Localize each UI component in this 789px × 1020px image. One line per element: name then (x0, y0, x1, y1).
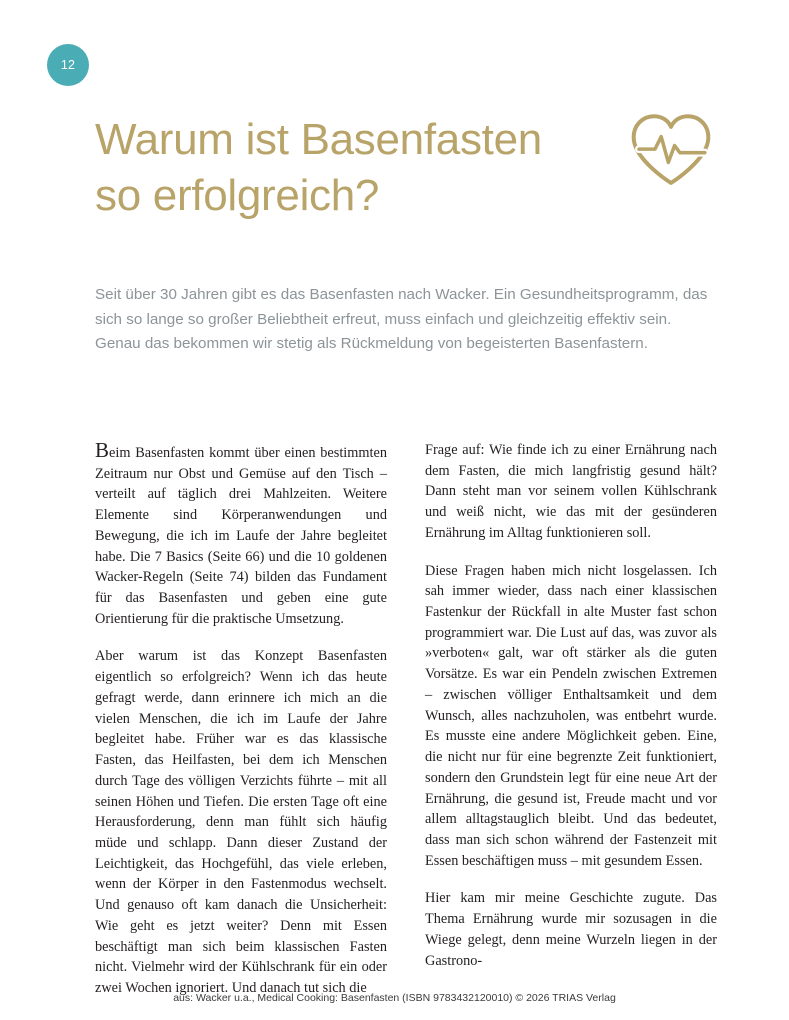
paragraph: Diese Fragen haben mich nicht losgelassen. Ich sah immer wieder, dass nach einer klassischen Fastenkur der Rückfall in alte Muster fast schon programmiert war. Die Lust auf das, was zuvor als »verboten« galt, war oft stärker als die guten Vorsätze. Es war ein Pendeln zwischen Extremen – zwischen völliger Enthaltsamkeit und dem Wunsch, alles nachzuholen, was entbehrt wurde. Es musste eine andere Möglichkeit geben. Eine, die nicht nur für eine begrenzte Zeit funktioniert, sondern den Grundstein legt für eine neue Art der Ernährung, die gesund ist, Freude macht und vor allem alltagstauglich bleibt. Und das bedeutet, dass man sich schon während der Fastenzeit mit Essen beschäftigen muss – mit gesundem Essen. (425, 562, 717, 869)
body-columns (95, 440, 717, 999)
page-title (95, 112, 615, 224)
heart-pulse-icon (626, 110, 716, 190)
page-title-line-2: so erfolgreich? (95, 170, 380, 220)
paragraph: Frage auf: Wie finde ich zu einer Ernährung nach dem Fasten, die mich langfristig gesund hält? Dann steht man vor seinem vollen Kühlschrank und weiß nicht, wie das mit der gesünderen Ernährung im Alltag funktionieren soll. (425, 442, 717, 541)
lead-paragraph: Seit über 30 Jahren gibt es das Basenfasten nach Wacker. Ein Gesundheitsprogramm, das sich so lange so großer Beliebtheit erfreut, muss einfach und gleichzeitig effektiv sein. Genau das bekommen wir stetig als Rückmeldung von begeisterten Basenfastern. (95, 286, 708, 353)
page-title-line-1: Warum ist Basenfasten (95, 115, 542, 164)
paragraph-text: eim Basenfasten kommt über einen bestimmten Zeitraum nur Obst und Gemüse auf den Tisch – verteilt auf täglich drei Mahlzeiten. Weitere Elemente sind Körperanwendungen und Bewegung, die ich im Laufe der Jahre begleitet habe. Die 7 Basics (Seite 66) und die 10 goldenen Wacker-Regeln (Seite 74) bilden das Fundament für das Basenfasten und geben eine gute Orientierung für die praktische Umsetzung. (95, 445, 387, 627)
page-number-badge: 12 (47, 44, 89, 86)
paragraph: Aber warum ist das Konzept Basenfasten eigentlich so erfolgreich? Wenn ich das heute gefragt werde, dann erinnere ich mich an die vielen Menschen, die ich im Laufe der Jahre begleitet habe. Früher war es das klassische Fasten, das Heilfasten, bei dem ich Menschen durch Tage des völligen Verzichts führte – mit all seinen Höhen und Tiefen. Die ersten Tage oft eine Herausforderung, denn man fühlt sich häufig müde und schlapp. Dann dieser Zustand der Leichtigkeit, das Hochgefühl, das viele erleben, wenn der Körper in den Fastenmodus wechselt. Und genauso oft kam danach die Unsicherheit: Wie geht es jetzt weiter? Denn mit Essen beschäftigt man sich beim klassischen Fasten nicht. Vielmehr wird der Kühlschrank für ein oder zwei Wochen ignoriert. Und danach tut sich die (95, 648, 387, 996)
footer-source-note: aus: Wacker u.a., Medical Cooking: Basenfasten (ISBN 9783432120010) © 2026 TRIAS Verlag (173, 992, 616, 1004)
body-column-left (95, 440, 387, 999)
paragraph (95, 440, 387, 629)
body-column-right (425, 440, 717, 999)
drop-cap: B (95, 438, 110, 462)
paragraph: Hier kam mir meine Geschichte zugute. Das Thema Ernährung wurde mir sozusagen in die Wiege gelegt, denn meine Wurzeln liegen in der Gastrono- (425, 890, 717, 969)
